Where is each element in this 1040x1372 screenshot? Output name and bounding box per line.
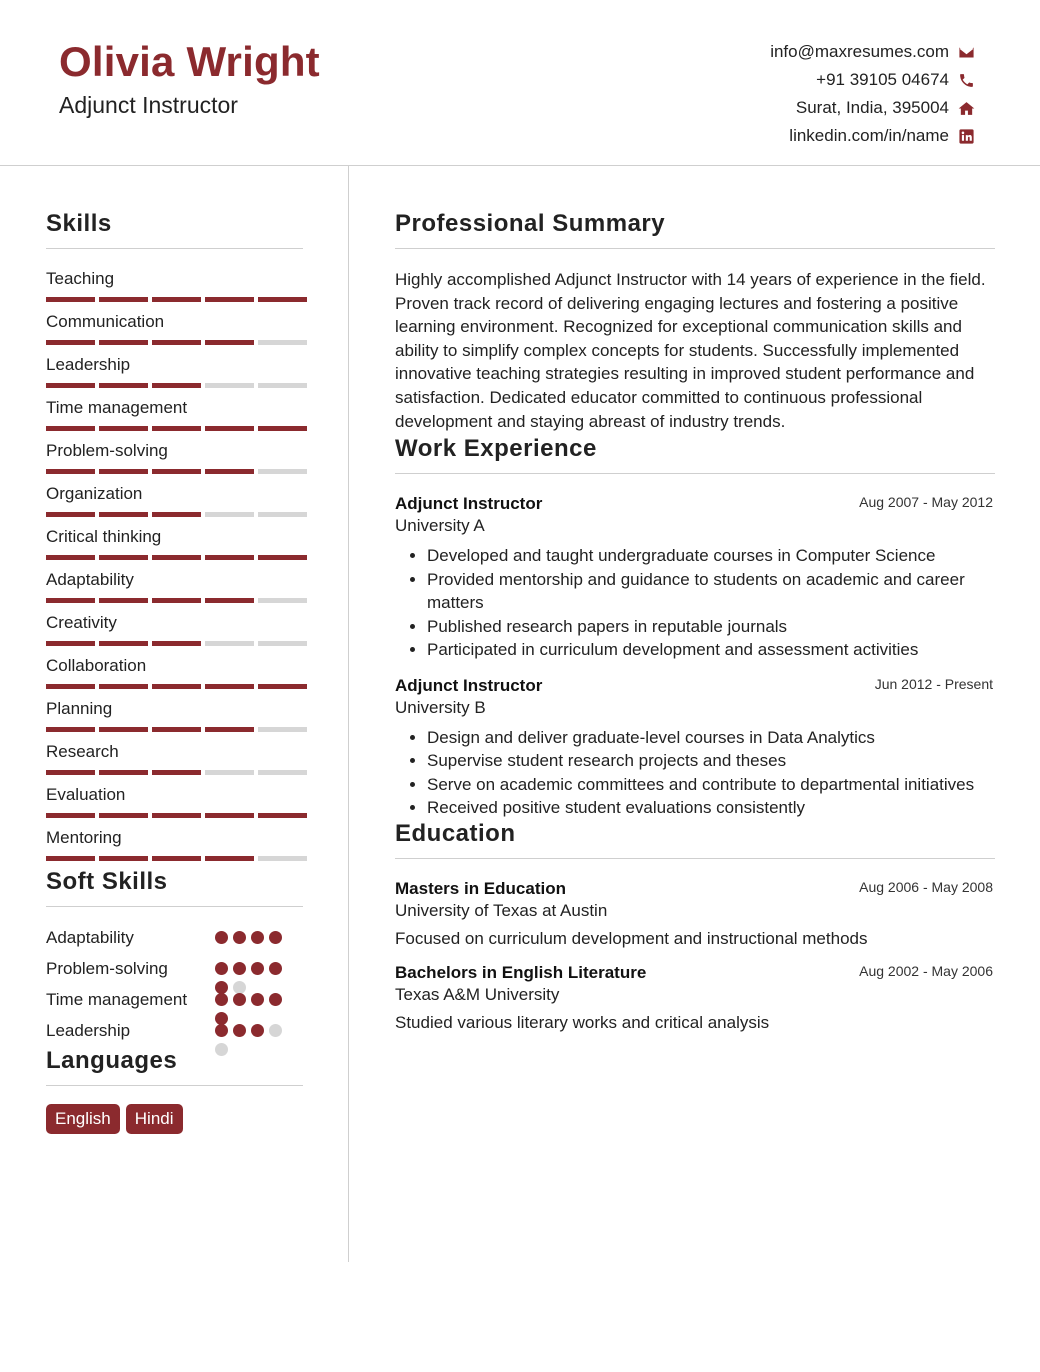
skill-level-bar (46, 813, 307, 818)
skill-name: Teaching (46, 269, 115, 288)
skill-name: Collaboration (46, 656, 147, 675)
skill-level-segment (205, 856, 254, 861)
skill-level-segment (152, 469, 201, 474)
skill-level-segment (152, 383, 201, 388)
skill-level-segment (258, 555, 307, 560)
job-entry (395, 676, 995, 820)
skill-level-segment (46, 813, 95, 818)
job-bullet: • Received positive student evaluations consistently (427, 796, 995, 820)
skill-level-bar (46, 340, 307, 345)
skill-level-segment (258, 684, 307, 689)
education-degree: Bachelors in English Literature (395, 962, 647, 982)
rating-dot (215, 962, 228, 975)
skill-item (46, 699, 303, 742)
education-title: Education (395, 820, 995, 859)
rating-dot (269, 962, 282, 975)
skill-name: Creativity (46, 613, 117, 632)
skill-level-bar (46, 512, 307, 517)
job-bullet: • Published research papers in reputable journals (427, 615, 995, 639)
skill-level-bar (46, 598, 307, 603)
skill-level-segment (46, 297, 95, 302)
skill-level-segment (205, 426, 254, 431)
skill-level-segment (152, 684, 201, 689)
skill-level-segment (99, 770, 148, 775)
skill-name: Adaptability (46, 570, 134, 589)
left-column (46, 210, 303, 1134)
rating-dot (215, 931, 228, 944)
skill-name: Organization (46, 484, 143, 503)
language-tag: Hindi (126, 1104, 183, 1134)
rating-dot (251, 1024, 264, 1037)
skill-item (46, 269, 303, 312)
skill-level-segment (258, 512, 307, 517)
skill-level-segment (205, 297, 254, 302)
candidate-title: Adjunct Instructor (59, 92, 238, 118)
rating-dot (233, 931, 246, 944)
skill-level-segment (258, 297, 307, 302)
skill-level-segment (46, 770, 95, 775)
education-entry (395, 963, 995, 1033)
skills-list (46, 269, 303, 871)
job-bullet: • Design and deliver graduate-level courses in Data Analytics (427, 726, 995, 750)
job-org: University B (395, 697, 486, 717)
skill-item (46, 828, 303, 871)
languages-list (46, 1104, 303, 1134)
skill-item (46, 613, 303, 656)
skill-level-segment (46, 469, 95, 474)
skill-item (46, 312, 303, 355)
skill-level-segment (46, 555, 95, 560)
skill-level-segment (205, 512, 254, 517)
job-bullets (395, 726, 995, 820)
skill-item (46, 355, 303, 398)
rating-dot (233, 962, 246, 975)
skill-level-segment (99, 856, 148, 861)
soft-skill-item (46, 1019, 303, 1050)
skill-level-bar (46, 383, 307, 388)
skill-level-segment (99, 297, 148, 302)
contact-email[interactable] (770, 38, 975, 66)
education-date: Aug 2002 - May 2006 (859, 962, 993, 979)
skill-level-segment (152, 598, 201, 603)
job-bullets (395, 544, 995, 662)
skill-name: Communication (46, 312, 165, 331)
skill-level-segment (46, 598, 95, 603)
skill-level-segment (205, 383, 254, 388)
soft-skill-name: Leadership (46, 1021, 131, 1040)
skill-item (46, 570, 303, 613)
skill-level-segment (152, 512, 201, 517)
skill-name: Evaluation (46, 785, 126, 804)
rating-dot (269, 1024, 282, 1037)
contact-linkedin[interactable] (770, 122, 975, 150)
column-divider (348, 166, 349, 1262)
skill-level-segment (258, 469, 307, 474)
skill-name: Mentoring (46, 828, 122, 847)
skill-level-segment (99, 383, 148, 388)
soft-skill-name: Adaptability (46, 928, 134, 947)
soft-skill-name: Time management (46, 990, 188, 1009)
skill-level-bar (46, 727, 307, 732)
skill-level-segment (258, 727, 307, 732)
skill-level-segment (258, 641, 307, 646)
skill-level-segment (99, 641, 148, 646)
rating-dot (251, 931, 264, 944)
skill-level-segment (258, 340, 307, 345)
rating-dot (269, 993, 282, 1006)
skill-level-segment (99, 727, 148, 732)
job-bullet: • Participated in curriculum development and assessment activities (427, 638, 995, 662)
linkedin-icon (957, 127, 975, 145)
soft-skill-name: Problem-solving (46, 959, 168, 978)
skill-level-segment (152, 770, 201, 775)
job-role: Adjunct Instructor (395, 494, 543, 514)
skill-level-segment (99, 512, 148, 517)
skill-level-bar (46, 856, 307, 861)
right-column (395, 210, 995, 1033)
skill-level-segment (99, 469, 148, 474)
skill-level-segment (152, 555, 201, 560)
job-bullet: • Developed and taught undergraduate courses in Computer Science (427, 544, 995, 568)
skills-title: Skills (46, 210, 303, 249)
skill-name: Time management (46, 398, 188, 417)
skill-level-segment (46, 684, 95, 689)
skill-level-segment (205, 555, 254, 560)
resume-header (0, 0, 1040, 166)
home-icon (957, 99, 975, 117)
education-desc: Focused on curriculum development and instructional methods (395, 928, 868, 948)
skill-level-segment (99, 555, 148, 560)
skill-level-segment (152, 813, 201, 818)
contact-location (770, 94, 975, 122)
skill-level-segment (99, 813, 148, 818)
soft-skills-title: Soft Skills (46, 868, 303, 907)
skill-level-segment (205, 340, 254, 345)
contact-phone[interactable] (770, 66, 975, 94)
rating-dot (215, 1043, 228, 1056)
experience-title: Work Experience (395, 435, 995, 474)
job-entry (395, 494, 995, 662)
education-school: Texas A&M University (395, 984, 560, 1004)
rating-dot (215, 1024, 228, 1037)
job-role: Adjunct Instructor (395, 675, 543, 695)
skill-level-segment (152, 297, 201, 302)
contact-email-text: info@maxresumes.com (770, 42, 949, 61)
education-date: Aug 2006 - May 2008 (859, 878, 993, 895)
skill-level-segment (152, 856, 201, 861)
contact-list (770, 38, 975, 150)
skill-level-segment (46, 512, 95, 517)
summary-title: Professional Summary (395, 210, 995, 249)
skill-level-segment (99, 340, 148, 345)
skill-level-segment (258, 856, 307, 861)
skill-level-segment (46, 727, 95, 732)
education-desc: Studied various literary works and critical analysis (395, 1012, 770, 1032)
soft-skill-item (46, 957, 303, 988)
job-org: University A (395, 516, 485, 536)
rating-dot (269, 931, 282, 944)
skill-level-bar (46, 469, 307, 474)
skill-level-segment (46, 383, 95, 388)
rating-dot (251, 993, 264, 1006)
skill-level-segment (99, 684, 148, 689)
contact-phone-text: +91 39105 04674 (816, 70, 949, 89)
skill-level-segment (258, 426, 307, 431)
contact-linkedin-text: linkedin.com/in/name (789, 126, 949, 145)
skill-level-segment (205, 684, 254, 689)
skill-level-segment (258, 383, 307, 388)
soft-skill-item (46, 926, 303, 957)
education-degree: Masters in Education (395, 878, 566, 898)
skill-level-segment (205, 641, 254, 646)
soft-skill-rating (215, 931, 287, 944)
education-entry (395, 879, 995, 949)
skill-level-segment (258, 598, 307, 603)
skill-level-segment (152, 727, 201, 732)
skill-level-bar (46, 684, 307, 689)
skill-level-bar (46, 641, 307, 646)
candidate-name: Olivia Wright (59, 38, 320, 85)
phone-icon (957, 71, 975, 89)
skill-level-segment (99, 426, 148, 431)
skill-level-segment (205, 770, 254, 775)
skill-item (46, 441, 303, 484)
skill-item (46, 527, 303, 570)
skill-level-segment (258, 770, 307, 775)
skill-name: Problem-solving (46, 441, 168, 460)
skill-level-segment (205, 469, 254, 474)
soft-skill-item (46, 988, 303, 1019)
skill-level-bar (46, 426, 307, 431)
education-school: University of Texas at Austin (395, 900, 608, 920)
skill-level-segment (99, 598, 148, 603)
rating-dot (233, 1024, 246, 1037)
skill-level-segment (46, 340, 95, 345)
skill-level-segment (205, 598, 254, 603)
skill-item (46, 656, 303, 699)
envelope-icon (957, 43, 975, 61)
skill-level-segment (205, 727, 254, 732)
job-bullet: • Serve on academic committees and contribute to departmental initiatives (427, 773, 995, 797)
skill-level-segment (152, 426, 201, 431)
skill-level-segment (46, 426, 95, 431)
summary-text: Highly accomplished Adjunct Instructor with 14 years of experience in the field. Proven track record of delivering engaging lectures and fostering a positive learning environment. Recognized for exceptional communication skills and ability to simplify complex concepts for students. Successfully implemented innovative teaching strategies resulting in improved student performance and satisfaction. Dedicated educator committed to continuous professional development and staying abreast of industry trends. (395, 270, 986, 431)
job-bullet: • Supervise student research projects and theses (427, 749, 995, 773)
rating-dot (233, 993, 246, 1006)
skill-level-bar (46, 297, 307, 302)
skill-name: Leadership (46, 355, 131, 374)
rating-dot (215, 993, 228, 1006)
skill-level-segment (152, 641, 201, 646)
skill-level-segment (205, 813, 254, 818)
skill-item (46, 742, 303, 785)
soft-skills-list (46, 926, 303, 1050)
skill-item (46, 484, 303, 527)
skill-name: Critical thinking (46, 527, 162, 546)
skill-level-segment (46, 641, 95, 646)
soft-skill-rating (215, 1024, 287, 1056)
job-date: Jun 2012 - Present (874, 675, 993, 692)
skill-level-segment (152, 340, 201, 345)
languages-title: Languages (46, 1047, 303, 1086)
rating-dot (251, 962, 264, 975)
language-tag: English (46, 1104, 120, 1134)
contact-location-text: Surat, India, 395004 (795, 98, 949, 117)
skill-item (46, 398, 303, 441)
job-bullet: • Provided mentorship and guidance to students on academic and career matters (427, 568, 995, 615)
skill-level-segment (46, 856, 95, 861)
skill-level-segment (258, 813, 307, 818)
skill-item (46, 785, 303, 828)
job-date: Aug 2007 - May 2012 (859, 494, 993, 511)
skill-level-bar (46, 555, 307, 560)
skill-name: Research (46, 742, 119, 761)
skill-level-bar (46, 770, 307, 775)
skill-name: Planning (46, 699, 113, 718)
